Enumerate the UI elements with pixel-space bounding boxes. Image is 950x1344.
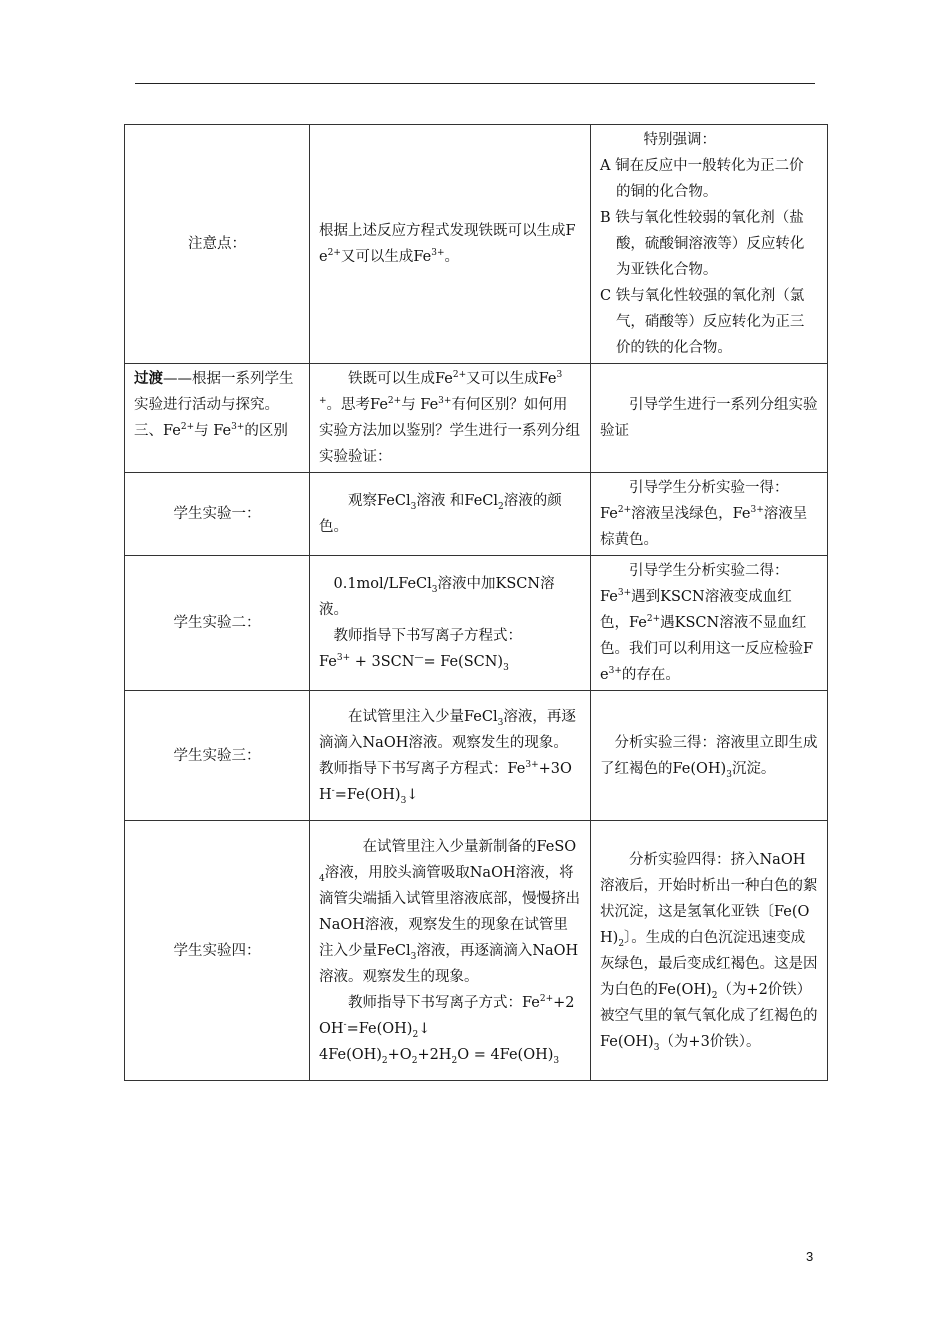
page-number: 3	[806, 1249, 814, 1264]
exp3-label: 学生实验三：	[125, 691, 310, 821]
notes-content: 根据上述反应方程式发现铁既可以生成$Fe^{2+}$又可以生成$Fe^{3+}$。	[310, 125, 591, 364]
exp1-label: 学生实验一：	[125, 473, 310, 556]
exp2-content: 0.1mol/LFeCl$_3$溶液中加KSCN溶液。 教师指导下书写离子方程式： $Fe^{3+} + 3SCN^—= Fe(SCN)_3$	[310, 556, 591, 691]
table-row-exp2	[125, 556, 828, 691]
exp4-label: 学生实验四：	[125, 821, 310, 1081]
header-rule	[135, 83, 815, 84]
exp4-analysis: 分析实验四得：挤入NaOH溶液后，开始时析出一种白色的絮状沉淀，这是氢氧化亚铁〔$Fe(OH)_2$〕。生成的白色沉淀迅速变成灰绿色，最后变成红褐色。这是因为白色的$Fe(OH)_2$（为+2价铁）被空气里的氧气氧化成了红褐色的$Fe(OH)_3$（为+3价铁）。	[591, 821, 828, 1081]
exp4-content: 在试管里注入少量新制备的FeSO$_4$溶液，用胶头滴管吸取NaOH溶液，将滴管尖端插入试管里溶液底部，慢慢挤出NaOH溶液，观察发生的现象在试管里注入少量FeCl$_3$溶液，再逐滴滴入NaOH溶液。观察发生的现象。 教师指导下书写离子方式：$Fe^{2+}+2OH^-=Fe(OH)_2↓$ $4Fe(OH)_2+O_2+2H_2O = 4Fe(OH)_3$	[310, 821, 591, 1081]
exp3-analysis: 分析实验三得：溶液里立即生成了红褐色的$Fe(OH)_3$沉淀。	[591, 691, 828, 821]
table-row-exp4	[125, 821, 828, 1081]
lesson-table	[124, 124, 828, 1081]
notes-emphasis	[591, 125, 828, 364]
table-row-exp1	[125, 473, 828, 556]
exp3-content: 在试管里注入少量FeCl$_3$溶液，再逐滴滴入NaOH溶液。观察发生的现象。 教师指导下书写离子方程式：$Fe^{3+}+3OH^-=Fe(OH)_3↓$	[310, 691, 591, 821]
table-row-transition	[125, 364, 828, 473]
table-row-notes	[125, 125, 828, 364]
notes-label: 注意点：	[125, 125, 310, 364]
transition-label: 过渡——根据一系列学生实验进行活动与探究。 三、$Fe^{2+}$与 $Fe^{3+}$的区别	[125, 364, 310, 473]
emphasis-c: C 铁与氧化性较强的氧化剂（氯气，硝酸等）反应转化为正三价的铁的化合物。	[600, 288, 805, 356]
exp1-analysis: 引导学生分析实验一得： $Fe^{2+}$溶液呈浅绿色，$Fe^{3+}$溶液呈棕黄色。	[591, 473, 828, 556]
transition-guide: 引导学生进行一系列分组实验验证	[591, 364, 828, 473]
emphasis-title: 特别强调：	[643, 132, 716, 148]
emphasis-a: A 铜在反应中一般转化为正二价的铜的化合物。	[600, 158, 804, 200]
exp2-analysis: 引导学生分析实验二得： $Fe^{3+}$遇到KSCN溶液变成血红色，$Fe^{2+}$遇KSCN溶液不显血红色。我们可以利用这一反应检验$Fe^{3+}$的存在。	[591, 556, 828, 691]
exp2-label: 学生实验二：	[125, 556, 310, 691]
emphasis-b: B 铁与氧化性较弱的氧化剂（盐酸，硫酸铜溶液等）反应转化为亚铁化合物。	[600, 210, 805, 278]
exp1-content: 观察FeCl$_3$溶液 和FeCl$_2$溶液的颜色。	[310, 473, 591, 556]
transition-content: 铁既可以生成$Fe^{2+}$又可以生成$Fe^{3+}$。思考$Fe^{2+}$与 $Fe^{3+}$有何区别？如何用实验方法加以鉴别？学生进行一系列分组实验验证：	[310, 364, 591, 473]
table-row-exp3	[125, 691, 828, 821]
